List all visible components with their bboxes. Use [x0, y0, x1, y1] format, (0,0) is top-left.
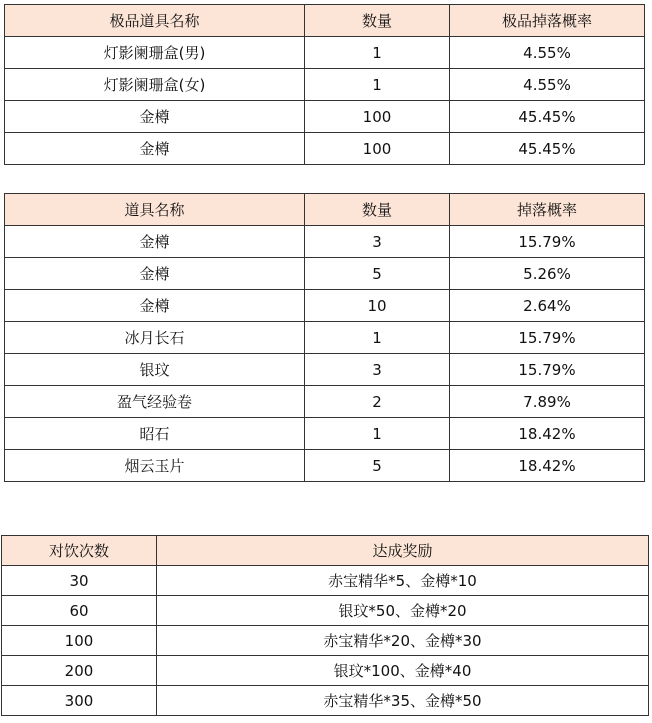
- header-item-name: 极品道具名称: [5, 5, 305, 37]
- probability-cell: 15.79%: [450, 354, 645, 386]
- item-name-cell: 冰月长石: [5, 322, 305, 354]
- probability-cell: 18.42%: [450, 450, 645, 482]
- quantity-cell: 1: [305, 322, 450, 354]
- item-name-cell: 金樽: [5, 290, 305, 322]
- table-row: [5, 290, 645, 322]
- item-name-cell: 银玟: [5, 354, 305, 386]
- drink-count-cell: 30: [2, 566, 157, 596]
- probability-cell: 15.79%: [450, 226, 645, 258]
- table-row: [5, 322, 645, 354]
- header-item-name: 道具名称: [5, 194, 305, 226]
- table-row: [5, 101, 645, 133]
- table-row: [5, 386, 645, 418]
- reward-cell: 赤宝精华*5、金樽*10: [157, 566, 649, 596]
- drink-count-cell: 200: [2, 656, 157, 686]
- header-quantity: 数量: [305, 194, 450, 226]
- probability-cell: 15.79%: [450, 322, 645, 354]
- item-name-cell: 灯影阑珊盒(男): [5, 37, 305, 69]
- table-row: [5, 258, 645, 290]
- quantity-cell: 1: [305, 418, 450, 450]
- table-row: [5, 37, 645, 69]
- item-name-cell: 金樽: [5, 258, 305, 290]
- table-row: [2, 686, 649, 716]
- drink-rewards-table: [1, 535, 649, 716]
- quantity-cell: 5: [305, 450, 450, 482]
- quantity-cell: 1: [305, 37, 450, 69]
- quantity-cell: 100: [305, 101, 450, 133]
- probability-cell: 5.26%: [450, 258, 645, 290]
- probability-cell: 7.89%: [450, 386, 645, 418]
- item-name-cell: 盈气经验卷: [5, 386, 305, 418]
- quantity-cell: 2: [305, 386, 450, 418]
- header-drink-count: 对饮次数: [2, 536, 157, 566]
- table-row: [5, 354, 645, 386]
- item-name-cell: 烟云玉片: [5, 450, 305, 482]
- drink-count-cell: 300: [2, 686, 157, 716]
- table-header-row: [5, 194, 645, 226]
- probability-cell: 2.64%: [450, 290, 645, 322]
- quantity-cell: 100: [305, 133, 450, 165]
- header-probability: 极品掉落概率: [450, 5, 645, 37]
- table-row: [2, 596, 649, 626]
- table-header-row: [5, 5, 645, 37]
- table-row: [5, 133, 645, 165]
- quantity-cell: 3: [305, 226, 450, 258]
- quantity-cell: 10: [305, 290, 450, 322]
- quantity-cell: 3: [305, 354, 450, 386]
- table-row: [5, 418, 645, 450]
- table-row: [5, 226, 645, 258]
- quantity-cell: 1: [305, 69, 450, 101]
- header-quantity: 数量: [305, 5, 450, 37]
- reward-cell: 赤宝精华*20、金樽*30: [157, 626, 649, 656]
- table-row: [2, 626, 649, 656]
- reward-cell: 银玟*50、金樽*20: [157, 596, 649, 626]
- probability-cell: 45.45%: [450, 101, 645, 133]
- probability-cell: 4.55%: [450, 69, 645, 101]
- table-row: [5, 69, 645, 101]
- item-name-cell: 昭石: [5, 418, 305, 450]
- probability-cell: 45.45%: [450, 133, 645, 165]
- reward-cell: 赤宝精华*35、金樽*50: [157, 686, 649, 716]
- header-probability: 掉落概率: [450, 194, 645, 226]
- probability-cell: 18.42%: [450, 418, 645, 450]
- premium-items-table: [4, 4, 645, 165]
- item-name-cell: 金樽: [5, 226, 305, 258]
- quantity-cell: 5: [305, 258, 450, 290]
- table-row: [2, 656, 649, 686]
- table-row: [2, 566, 649, 596]
- header-reward: 达成奖励: [157, 536, 649, 566]
- item-name-cell: 金樽: [5, 101, 305, 133]
- table-row: [5, 450, 645, 482]
- drink-count-cell: 60: [2, 596, 157, 626]
- item-drops-table: [4, 193, 645, 482]
- drink-count-cell: 100: [2, 626, 157, 656]
- item-name-cell: 金樽: [5, 133, 305, 165]
- table-header-row: [2, 536, 649, 566]
- item-name-cell: 灯影阑珊盒(女): [5, 69, 305, 101]
- reward-cell: 银玟*100、金樽*40: [157, 656, 649, 686]
- probability-cell: 4.55%: [450, 37, 645, 69]
